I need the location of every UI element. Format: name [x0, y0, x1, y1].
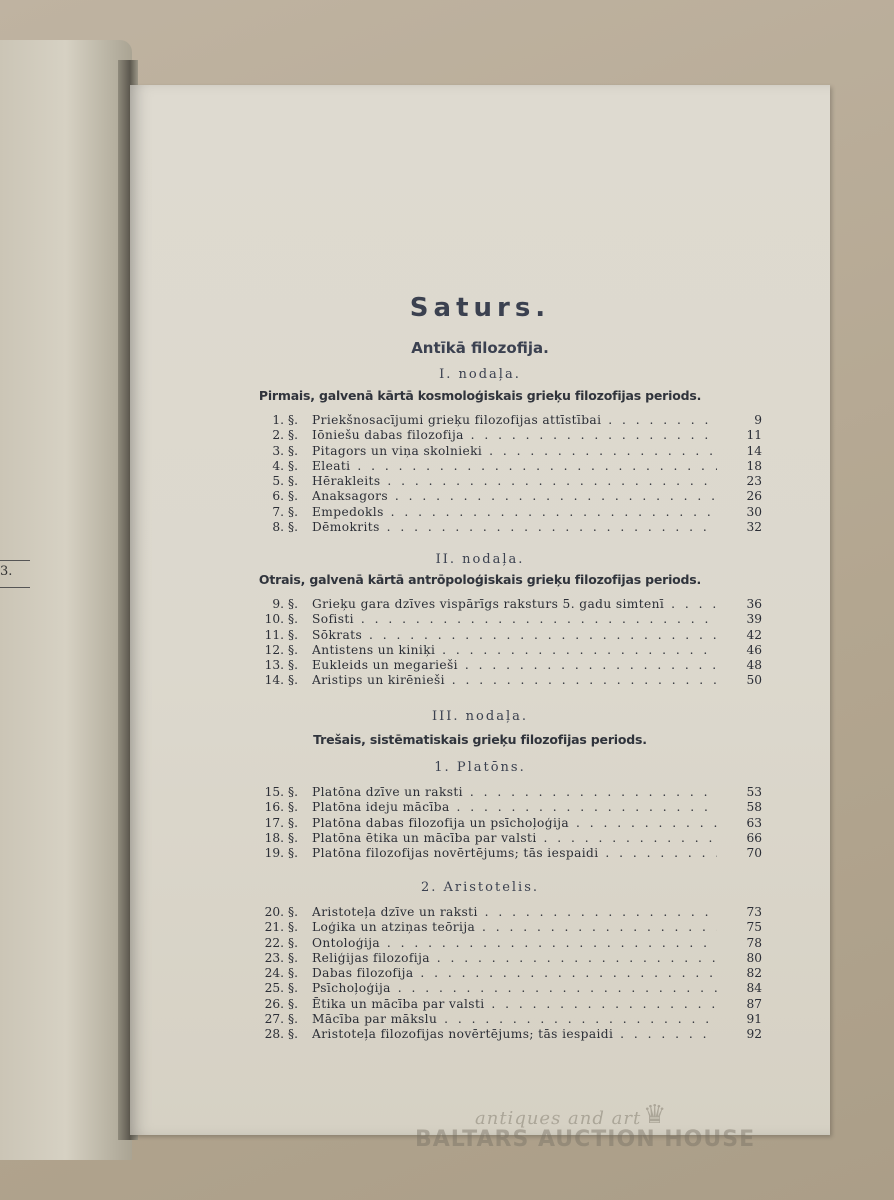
toc-entry[interactable]: [262, 489, 762, 504]
crown-icon: ♛: [643, 1100, 667, 1130]
toc-entry[interactable]: [262, 1027, 762, 1042]
entry-page: 91: [746, 1012, 762, 1027]
left-page-mark-text: 3.: [0, 564, 13, 579]
toc-entry[interactable]: [262, 846, 762, 861]
entry-number: 27.: [264, 1012, 284, 1027]
toc-entry[interactable]: [262, 1012, 762, 1027]
section-sign: §.: [288, 428, 298, 443]
entry-title: Loģika un atziņas teōrija . . .: [312, 920, 717, 935]
entry-title: Platōna ētika un mācība par valsti . . .: [312, 831, 717, 846]
entry-title: Sōkrats . . .: [312, 628, 717, 643]
section-sign: §.: [288, 489, 298, 504]
entry-number: 9.: [272, 597, 284, 611]
entry-page: 80: [746, 950, 762, 965]
section-heading: Pirmais, galvenā kārtā kosmoloģiskais grieķu filozofijas periods.: [258, 388, 702, 403]
section-sign: §.: [288, 658, 298, 673]
entry-title: Platōna dzīve un raksti . . .: [312, 785, 717, 800]
entry-page: 84: [746, 981, 762, 996]
entry-number: 13.: [264, 658, 284, 673]
toc-entry[interactable]: [262, 816, 762, 831]
entry-page: 46: [746, 642, 762, 657]
entry-number: 3.: [272, 443, 284, 458]
section-sign: §.: [288, 905, 298, 919]
section-sign: §.: [288, 996, 298, 1011]
entry-page: 14: [746, 443, 762, 458]
entry-number: 17.: [264, 815, 284, 830]
entry-page: 87: [746, 996, 762, 1011]
entry-title: Ētika un mācība par valsti . . .: [312, 997, 717, 1012]
entry-number: 16.: [264, 800, 284, 815]
entry-title: Empedokls . . .: [312, 505, 717, 520]
page-title: Saturs.: [409, 293, 551, 323]
entry-title: Aristoteļa filozofijas novērtējums; tās iespaidi . . .: [312, 1027, 717, 1042]
toc-entry[interactable]: [262, 612, 762, 627]
section-sign: §.: [288, 950, 298, 965]
subsection-label: 1. Platōns.: [434, 760, 526, 775]
entry-page: 78: [746, 935, 762, 950]
entry-list: [262, 905, 762, 1043]
left-page-mark: [0, 560, 30, 588]
entry-title: Dēmokrits . . .: [312, 520, 717, 535]
section-sign: §.: [288, 981, 298, 996]
toc-entry[interactable]: [262, 673, 762, 688]
entry-number: 22.: [264, 935, 284, 950]
entry-number: 26.: [264, 996, 284, 1011]
entry-title: Pitagors un viņa skolnieki . . .: [312, 444, 717, 459]
section-sign: §.: [288, 673, 298, 688]
entry-title: Psīchoļoģija . . .: [312, 981, 717, 996]
toc-entry[interactable]: [262, 520, 762, 535]
entry-number: 15.: [264, 785, 284, 799]
entry-title: Dabas filozofija . . .: [312, 966, 717, 981]
entry-page: 92: [746, 1027, 762, 1042]
section-label: III. nodaļa.: [432, 709, 528, 724]
section-sign: §.: [288, 612, 298, 627]
entry-page: 63: [746, 815, 762, 830]
toc-entry[interactable]: [262, 997, 762, 1012]
section-sign: §.: [288, 1027, 298, 1042]
entry-title: Ontoloģija . . .: [312, 936, 717, 951]
toc-entry[interactable]: [262, 428, 762, 443]
section-sign: §.: [288, 520, 298, 535]
subsection-label: 2. Aristotelis.: [420, 880, 540, 895]
entry-title: Aristips un kirēnieši . . .: [312, 673, 717, 688]
entry-list: [262, 597, 762, 689]
entry-number: 5.: [272, 474, 284, 489]
entry-number: 1.: [272, 413, 284, 427]
entry-number: 4.: [272, 458, 284, 473]
section-sign: §.: [288, 846, 298, 861]
entry-number: 6.: [272, 489, 284, 504]
toc-entry[interactable]: [262, 658, 762, 673]
section-sign: §.: [288, 642, 298, 657]
entry-page: 66: [746, 830, 762, 845]
entry-title: Hērakleits . . .: [312, 474, 717, 489]
contents-page: [130, 85, 830, 1135]
toc-entry[interactable]: [262, 831, 762, 846]
entry-title: Platōna dabas filozofija un psīchoļoģija . . .: [312, 816, 717, 831]
toc-entry[interactable]: [262, 951, 762, 966]
section-sign: §.: [288, 1012, 298, 1027]
entry-page: 9: [754, 413, 762, 427]
section-sign: §.: [288, 627, 298, 642]
section-sign: §.: [288, 474, 298, 489]
entry-page: 32: [746, 520, 762, 535]
entry-page: 53: [746, 785, 762, 799]
entry-page: 50: [746, 673, 762, 688]
left-page: [0, 40, 132, 1160]
section-sign: §.: [288, 443, 298, 458]
entry-page: 36: [746, 597, 762, 611]
toc-entry[interactable]: [262, 936, 762, 951]
section-sign: §.: [288, 458, 298, 473]
entry-number: 14.: [264, 673, 284, 688]
entry-page: 48: [746, 658, 762, 673]
entry-title: Eleati . . .: [312, 459, 717, 474]
toc-entry[interactable]: [262, 920, 762, 935]
watermark-tagline: antiques and art: [475, 1108, 642, 1129]
entry-number: 2.: [272, 428, 284, 443]
entry-page: 75: [746, 920, 762, 935]
entry-number: 21.: [264, 920, 284, 935]
toc-entry[interactable]: [262, 628, 762, 643]
entry-page: 58: [746, 800, 762, 815]
section-sign: §.: [288, 785, 298, 799]
entry-page: 30: [746, 504, 762, 519]
entry-number: 24.: [264, 966, 284, 981]
entry-page: 39: [746, 612, 762, 627]
entry-title: Sofisti . . .: [312, 612, 717, 627]
entry-number: 25.: [264, 981, 284, 996]
entry-title: Reliģijas filozofija . . .: [312, 951, 717, 966]
entry-number: 18.: [264, 830, 284, 845]
section-sign: §.: [288, 815, 298, 830]
section-sign: §.: [288, 966, 298, 981]
section-sign: §.: [288, 830, 298, 845]
section-label: I. nodaļa.: [439, 367, 521, 382]
toc-entry[interactable]: [262, 474, 762, 489]
entry-page: 70: [746, 846, 762, 861]
toc-entry[interactable]: [262, 966, 762, 981]
entry-title: Platōna ideju mācība . . .: [312, 800, 717, 815]
entry-number: 10.: [264, 612, 284, 627]
entry-page: 42: [746, 627, 762, 642]
toc-entry[interactable]: [262, 505, 762, 520]
toc-entry[interactable]: [262, 981, 762, 996]
entry-number: 12.: [264, 642, 284, 657]
entry-page: 18: [746, 458, 762, 473]
section-sign: §.: [288, 935, 298, 950]
entry-title: Antistens un kiniķi . . .: [312, 643, 717, 658]
toc-entry[interactable]: [262, 905, 762, 920]
entry-number: 8.: [272, 520, 284, 535]
section-heading: Otrais, galvenā kārtā antrōpoloģiskais grieķu filozofijas periods.: [258, 572, 702, 587]
entry-title: Platōna filozofijas novērtējums; tās iespaidi . . .: [312, 846, 717, 861]
entry-number: 19.: [264, 846, 284, 861]
entry-list: [262, 413, 762, 535]
entry-page: 73: [746, 905, 762, 919]
toc-entry[interactable]: [262, 444, 762, 459]
entry-page: 82: [746, 966, 762, 981]
toc-entry[interactable]: [262, 643, 762, 658]
entry-number: 20.: [264, 905, 284, 919]
section-sign: §.: [288, 597, 298, 611]
entry-number: 11.: [264, 627, 284, 642]
entry-number: 28.: [264, 1027, 284, 1042]
entry-title: Grieķu gara dzīves vispārīgs raksturs 5. gadu simtenī . . .: [312, 597, 717, 612]
section-sign: §.: [288, 504, 298, 519]
watermark: [415, 1100, 835, 1152]
section-sign: §.: [288, 920, 298, 935]
entry-page: 11: [746, 428, 762, 443]
toc-entry[interactable]: [262, 597, 762, 612]
entry-list: [262, 785, 762, 861]
toc-entry[interactable]: [262, 785, 762, 800]
entry-number: 7.: [272, 504, 284, 519]
entry-title: Aristoteļa dzīve un raksti . . .: [312, 905, 717, 920]
entry-title: Priekšnosacījumi grieķu filozofijas attīstībai . . .: [312, 413, 717, 428]
section-label: II. nodaļa.: [435, 552, 525, 567]
section-heading: Trešais, sistēmatiskais grieķu filozofijas periods.: [313, 732, 647, 747]
entry-number: 23.: [264, 950, 284, 965]
entry-page: 26: [746, 489, 762, 504]
watermark-brand: BALTARS AUCTION HOUSE: [415, 1127, 756, 1152]
entry-title: Anaksagors . . .: [312, 489, 717, 504]
toc-entry[interactable]: [262, 800, 762, 815]
section-sign: §.: [288, 800, 298, 815]
section-sign: §.: [288, 413, 298, 427]
toc-entry[interactable]: [262, 413, 762, 428]
page-subtitle: Antīkā filozofija.: [411, 339, 549, 357]
entry-title: Iōniešu dabas filozofija . . .: [312, 428, 717, 443]
entry-title: Mācība par mākslu . . .: [312, 1012, 717, 1027]
entry-title: Eukleids un megarieši . . .: [312, 658, 717, 673]
toc-entry[interactable]: [262, 459, 762, 474]
entry-page: 23: [746, 474, 762, 489]
